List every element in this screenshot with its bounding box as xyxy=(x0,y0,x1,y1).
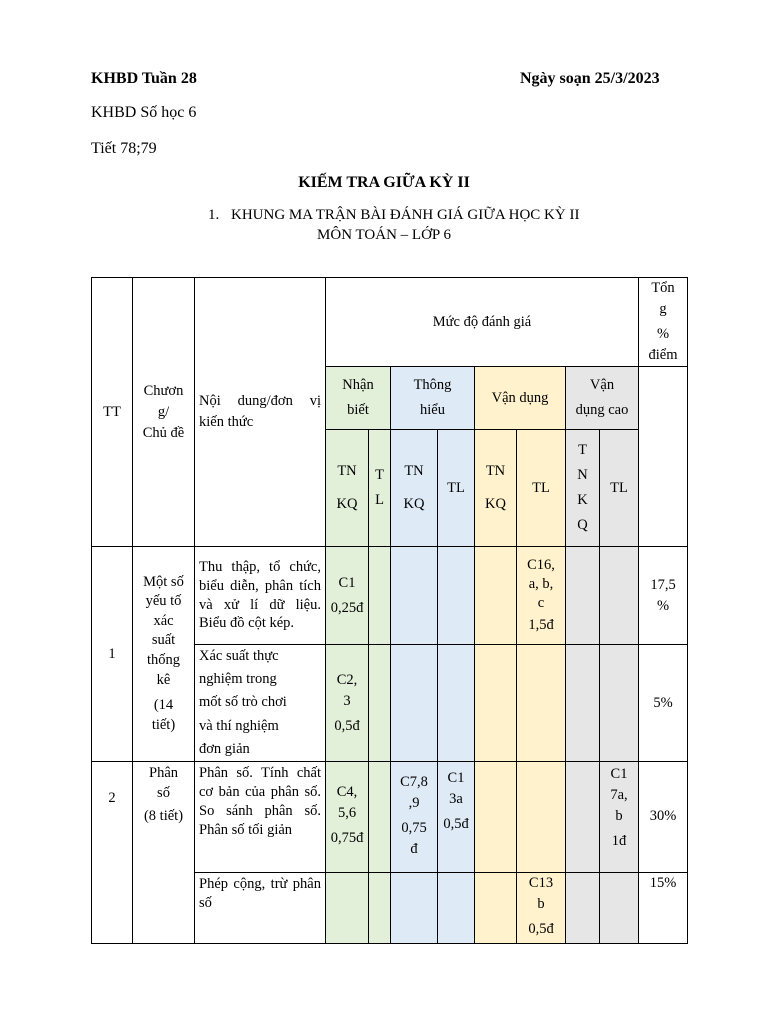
cell-line: C7,8 xyxy=(400,774,428,790)
header-period: Tiết 78;79 xyxy=(91,140,157,157)
header-tong-line: g xyxy=(659,301,667,318)
table-row xyxy=(92,547,688,645)
header-tnkq-line: TN xyxy=(337,463,357,480)
cell-th-tnkq xyxy=(391,645,438,762)
cell-vd-tl xyxy=(517,547,566,645)
header-chuong-line: g/ xyxy=(157,403,170,420)
chuong-line: tiết) xyxy=(151,716,176,733)
table-header-row-1 xyxy=(92,278,688,367)
cell-line: 0,75 xyxy=(401,820,427,837)
row-tt: 2 xyxy=(92,762,133,944)
header-van-dung-cao xyxy=(566,367,639,430)
chuong-line: (8 tiết) xyxy=(143,808,184,825)
header-tnkq-line: TN xyxy=(404,463,424,480)
header-tnkq-line: TN xyxy=(485,463,506,480)
cell-line: 0,75đ xyxy=(330,830,364,847)
cell-th-tl xyxy=(438,762,475,873)
chuong-line: (14 xyxy=(153,697,174,714)
header-nb-tl xyxy=(369,430,391,547)
cell-vd-tnkq xyxy=(475,547,517,645)
cell-line: C4, xyxy=(336,784,358,800)
section-heading xyxy=(208,207,579,224)
cell-th-tl xyxy=(438,645,475,762)
row-chuong-de xyxy=(133,762,195,944)
table-row xyxy=(92,762,688,873)
cell-line: 17,5 xyxy=(650,576,676,593)
row-noi-dung: Phép cộng, trừ phân số xyxy=(195,873,326,944)
cell-line: C1 xyxy=(610,766,628,782)
cell-tong xyxy=(639,547,688,645)
header-chuong-line: Chươn xyxy=(143,382,184,399)
cell-line: 0,5đ xyxy=(528,921,554,938)
chuong-line: số xyxy=(157,784,170,801)
header-noi-dung: Nội dung/đơn vị kiến thức xyxy=(195,278,326,547)
header-tl-line: L xyxy=(375,492,384,509)
header-tnkq-letter: T xyxy=(578,442,587,459)
cell-nb-tl xyxy=(369,645,391,762)
row-noi-dung: Phân số. Tính chất cơ bản của phân số. So sánh phân số. Phân số tối giản xyxy=(195,762,326,873)
header-tnkq-letter: N xyxy=(577,467,588,484)
cell-line: c xyxy=(537,594,545,611)
header-tong-line: Tổn xyxy=(651,280,675,296)
noi-dung-line: đơn giản xyxy=(199,740,250,757)
cell-vd-tnkq xyxy=(475,645,517,762)
section-number: 1. xyxy=(208,207,220,223)
cell-line: đ xyxy=(410,841,418,858)
page-title: KIẾM TRA GIỮA KỲ II xyxy=(298,174,470,191)
header-date: Ngày soạn 25/3/2023 xyxy=(520,70,660,87)
cell-vd-tl xyxy=(517,873,566,944)
cell-line: C16, xyxy=(527,556,555,573)
header-nhan-biet-line: biết xyxy=(347,402,369,419)
cell-line: 3a xyxy=(449,791,463,808)
header-th-tl: TL xyxy=(438,430,475,547)
cell-vdc-tnkq xyxy=(566,547,600,645)
cell-vd-tl xyxy=(517,645,566,762)
cell-vdc-tl xyxy=(600,645,639,762)
cell-tong: 30% xyxy=(639,762,688,873)
cell-line: b xyxy=(615,808,623,825)
header-chuong-line: Chủ đề xyxy=(142,424,185,441)
chuong-line: Một số xyxy=(143,573,184,590)
cell-nb-tl xyxy=(369,873,391,944)
header-vd-tl: TL xyxy=(517,430,566,547)
cell-vdc-tl xyxy=(600,762,639,873)
cell-th-tl xyxy=(438,547,475,645)
cell-nb-tl xyxy=(369,762,391,873)
cell-nb-tnkq xyxy=(326,873,369,944)
cell-tong: 5% xyxy=(639,645,688,762)
cell-line: a, b, xyxy=(528,575,554,592)
cell-nb-tnkq xyxy=(326,645,369,762)
header-thong-hieu-line: hiểu xyxy=(420,402,445,419)
cell-th-tnkq xyxy=(391,873,438,944)
row-tt: 1 xyxy=(92,547,133,762)
row-chuong-de xyxy=(133,547,195,762)
cell-line: 0,25đ xyxy=(330,599,364,616)
header-vdc-tnkq xyxy=(566,430,600,547)
header-nhan-biet-line: Nhận xyxy=(342,377,374,394)
chuong-line: kê xyxy=(156,671,171,688)
chuong-line: yếu tố xyxy=(145,593,182,610)
header-muc-do-danh-gia: Mức độ đánh giá xyxy=(326,278,639,367)
cell-line: 5,6 xyxy=(337,805,357,822)
header-tnkq-line: KQ xyxy=(336,496,358,513)
cell-line: 1,5đ xyxy=(528,617,554,634)
row-noi-dung: Thu thập, tổ chức, biểu diễn, phân tích và xử lí dữ liệu. Biểu đồ cột kép. xyxy=(195,547,326,645)
header-nhan-biet xyxy=(326,367,391,430)
cell-line: C13 xyxy=(528,875,554,891)
cell-vdc-tnkq xyxy=(566,873,600,944)
section-title-line2: MÔN TOÁN – LỚP 6 xyxy=(317,227,451,243)
noi-dung-line: Xác suất thực xyxy=(199,648,279,665)
cell-vd-tnkq xyxy=(475,873,517,944)
header-tnkq-line: KQ xyxy=(403,496,425,513)
cell-vdc-tl xyxy=(600,547,639,645)
header-van-dung: Vận dụng xyxy=(475,367,566,430)
cell-line: 7a, xyxy=(610,787,628,804)
header-tl-line: T xyxy=(375,467,384,484)
header-vd-tnkq xyxy=(475,430,517,547)
cell-line: C2, xyxy=(336,671,358,688)
noi-dung-line: nghiệm trong xyxy=(199,671,277,688)
header-nb-tnkq xyxy=(326,430,369,547)
cell-vdc-tl xyxy=(600,873,639,944)
cell-tong: 15% xyxy=(639,873,688,944)
chuong-line: thống xyxy=(146,652,181,669)
header-van-dung-cao-line: dụng cao xyxy=(575,402,629,419)
header-thong-hieu-line: Thông xyxy=(413,377,452,394)
cell-line: C1 xyxy=(338,574,356,591)
header-week: KHBD Tuần 28 xyxy=(91,70,197,87)
cell-th-tnkq xyxy=(391,762,438,873)
noi-dung-line: và thí nghiệm xyxy=(199,717,279,734)
assessment-matrix-table xyxy=(91,277,688,944)
header-thong-hieu xyxy=(391,367,475,430)
cell-vdc-tnkq xyxy=(566,645,600,762)
header-tong-empty xyxy=(639,367,688,547)
header-tong-line: % xyxy=(656,326,670,343)
header-tong-diem xyxy=(639,278,688,367)
header-tnkq-letter: K xyxy=(577,492,588,509)
header-tnkq-line: KQ xyxy=(485,496,506,513)
chuong-line: suất xyxy=(151,632,176,649)
cell-line: ,9 xyxy=(408,795,420,812)
header-tong-line: điểm xyxy=(648,347,678,364)
cell-line: % xyxy=(656,597,670,614)
cell-vdc-tnkq xyxy=(566,762,600,873)
cell-line: 1đ xyxy=(611,833,627,850)
cell-line: 3 xyxy=(343,692,351,709)
cell-line: C1 xyxy=(447,770,465,786)
header-chuong-de xyxy=(133,278,195,547)
cell-nb-tl xyxy=(369,547,391,645)
header-tt: TT xyxy=(92,278,133,547)
cell-line: b xyxy=(537,896,545,913)
cell-th-tnkq xyxy=(391,547,438,645)
chuong-line: xác xyxy=(153,612,174,629)
cell-vd-tl xyxy=(517,762,566,873)
header-th-tnkq xyxy=(391,430,438,547)
cell-th-tl xyxy=(438,873,475,944)
chuong-line: Phân xyxy=(149,765,178,781)
cell-line: 0,5đ xyxy=(443,816,469,833)
header-vdc-tl: TL xyxy=(600,430,639,547)
section-title-line1: KHUNG MA TRẬN BÀI ĐÁNH GIÁ GIỮA HỌC KỲ II xyxy=(231,207,580,223)
cell-vd-tnkq xyxy=(475,762,517,873)
row-noi-dung xyxy=(195,645,326,762)
cell-nb-tnkq xyxy=(326,762,369,873)
cell-nb-tnkq xyxy=(326,547,369,645)
noi-dung-line: mốt số trò chơi xyxy=(199,694,287,711)
cell-line: 0,5đ xyxy=(334,717,360,734)
header-van-dung-cao-line: Vận xyxy=(589,377,615,394)
header-subject: KHBD Số học 6 xyxy=(91,104,197,121)
header-tnkq-letter: Q xyxy=(577,517,588,534)
